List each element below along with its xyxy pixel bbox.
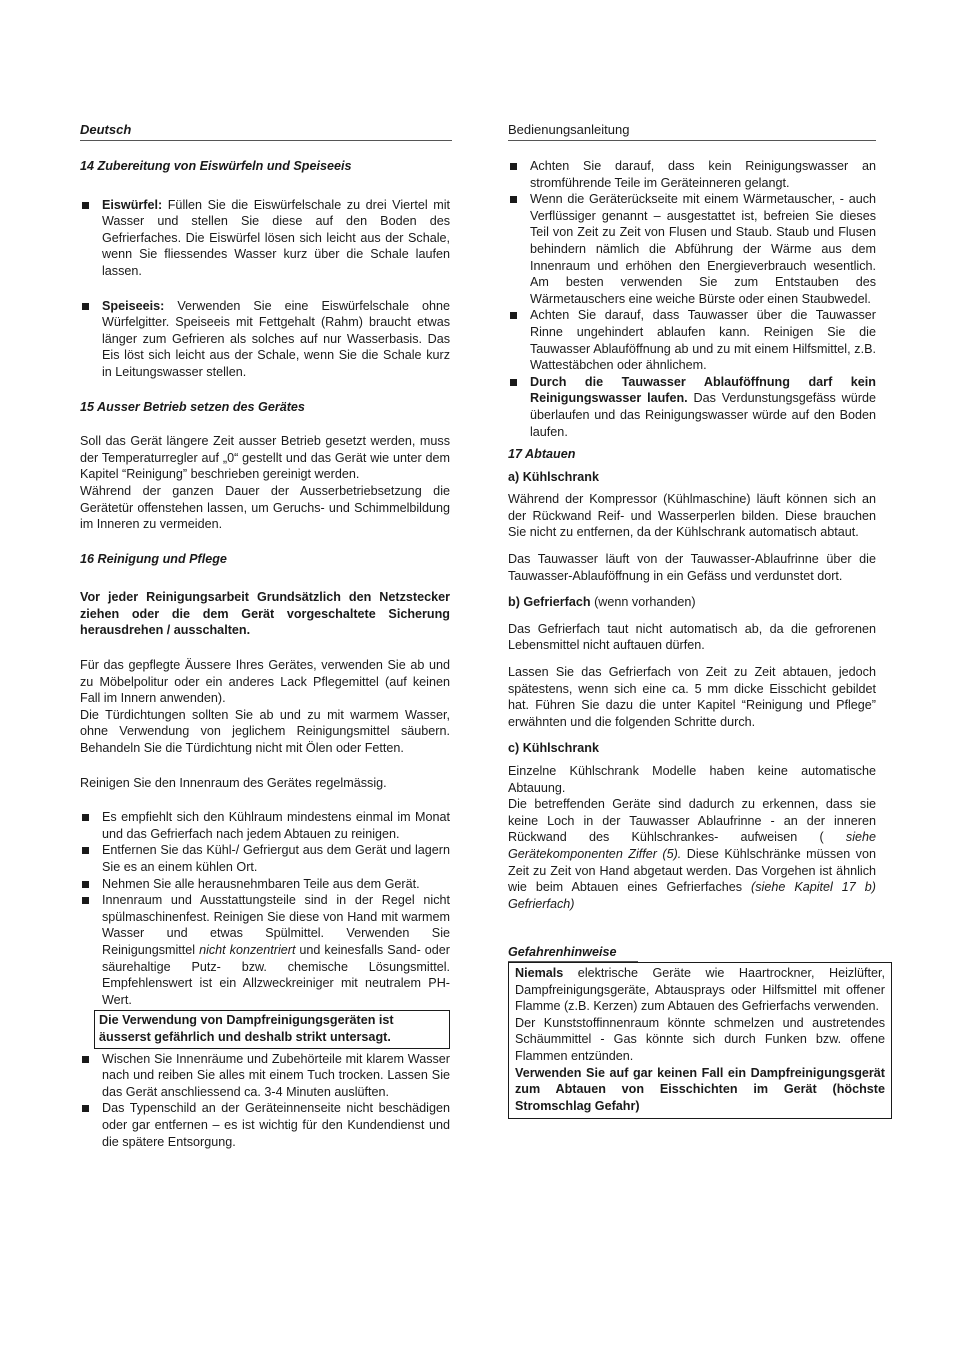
section-16-list: [80, 809, 450, 1008]
li4-text-a: Innenraum und Ausstattungsteile sind in der Regel nicht spülmaschinenfest. Reinigen Sie diese von Hand mit warmem Wasser und etwas Spülmittel. Verwenden Sie Reinigungsmittel: [102, 893, 450, 957]
left-column: [80, 158, 450, 1150]
danger-paragraph-bold: Verwenden Sie auf gar keinen Fall ein Dampfreinigungsgerät zum Abtauen von Eisschichten im Gerät (höchste Stromschlag Gefahr): [515, 1065, 885, 1113]
section-17c-title: c) Kühlschrank: [508, 741, 599, 756]
steam-cleaner-warning-box: Die Verwendung von Dampfreinigungsgeräten ist äusserst gefährlich und deshalb strikt untersagt.: [94, 1010, 450, 1048]
li4-text-c: und keinesfalls Sand- oder säurehaltige Putz- bzw. chemische Lösungsmittel. Empfehlenswert ist ein Allzweckreiniger mit neutralem PH-Wert.: [102, 942, 450, 1007]
section-14-list: [80, 197, 450, 280]
list-item: [80, 892, 450, 1008]
list-item: Wenn die Geräterückseite mit einem Wärmetauscher, - auch Verflüssiger genannt – ausgestattet ist, befreien Sie dieses Teil von Zeit zu Zeit von Flusen und Staub. Staub und Flusen behindern nämlich die Abführung der Wärme aus dem Innenraum und erhöhen den Energieverbrauch wesentlich. Am besten verwenden Sie zum Entstauben des Wärmetauschers eine weiche Bürste oder einen Staubwedel.: [508, 191, 876, 307]
list-item: [80, 298, 450, 381]
section-17a-paragraph: Das Tauwasser läuft von der Tauwasser-Ablaufrinne über die Tauwasser-Ablauföffnung in ein Gefäss und verdunstet dort.: [508, 552, 876, 583]
danger-never: Niemals: [515, 965, 564, 980]
header-manual-title: Bedienungsanleitung: [508, 122, 876, 141]
section-17b-title-line: [508, 594, 876, 611]
drain-warning-text: Das Verdunstungsgefäss würde überlaufen und das Reinigungswasser würde auf den Boden laufen.: [530, 391, 876, 439]
speiseeis-label: Speiseeis:: [102, 298, 165, 313]
list-item: Entfernen Sie das Kühl-/ Gefriergut aus dem Gerät und lagern Sie es an einem kühlen Ort.: [80, 842, 450, 875]
right-column: [508, 158, 885, 1119]
section-17-title: 17 Abtauen: [508, 447, 576, 462]
list-item: Das Typenschild an der Geräteinnenseite nicht beschädigen oder gar entfernen – es ist wichtig für den Kundendienst und die spätere Entsorgung.: [80, 1100, 450, 1150]
c-p2-text-italic-2: (siehe Kapitel 17 b) Gefrierfach): [508, 880, 876, 911]
c-p2-text-a: Die betreffenden Geräte sind dadurch zu erkennen, dass sie keine Loch in der Tauwasser Ablaufrinne - an der inneren Rückwand des Kühlschrankes- aufweisen (: [508, 797, 876, 845]
section-15-title: 15 Ausser Betrieb setzen des Gerätes: [80, 399, 305, 414]
section-14-title: 14 Zubereitung von Eiswürfeln und Speiseeis: [80, 159, 352, 173]
section-16-paragraph: Die Türdichtungen sollten Sie ab und zu mit warmem Wasser, ohne Verwendung von jeglichem Reinigungsmittel säubern. Behandeln Sie die Türdichtung nicht mit Ölen oder Fetten.: [80, 707, 450, 756]
section-15-paragraph: Soll das Gerät längere Zeit ausser Betrieb gesetzt werden, muss der Temperaturregler auf „0“ gestellt und das Gerät wie unter dem Kapitel “Reinigung” beschrieben gereinigt werden.: [80, 434, 450, 482]
section-17b-title: b) Gefrierfach: [508, 595, 591, 610]
section-17a-title: a) Kühlschrank: [508, 469, 599, 484]
section-17b-paragraph: Das Gefrierfach taut nicht automatisch ab, da die gefrorenen Lebensmittel nicht auftauen dürfen.: [508, 621, 876, 653]
section-16-list-2: [80, 1051, 450, 1151]
list-item: Nehmen Sie alle herausnehmbaren Teile aus dem Gerät.: [80, 876, 450, 893]
section-17b-title-suffix: (wenn vorhanden): [590, 595, 696, 610]
danger-notes-box: [508, 962, 892, 1119]
danger-paragraph: [515, 965, 885, 1015]
eiswuerfel-label: Eiswürfel:: [102, 197, 163, 212]
speiseeis-text: Verwenden Sie eine Eiswürfelschale ohne Würfelgitter. Speiseeis mit Fettgehalt (Rahm) braucht etwas länger zum Gefrieren als solches auf nur Wasserbasis. Das Eis löst sich leicht aus der Schale, wenn Sie die Schale kurz in Leitungswasser stellen.: [102, 298, 450, 379]
section-16-warning: Vor jeder Reinigungsarbeit Grundsätzlich den Netzstecker ziehen oder die dem Gerät vorgeschaltete Sicherung herausdrehen / ausschalten.: [80, 590, 450, 638]
danger-notes-title: Gefahrenhinweise: [508, 944, 638, 962]
section-16-paragraph: Reinigen Sie den Innenraum des Gerätes regelmässig.: [80, 775, 387, 790]
section-17c-paragraph: Einzelne Kühlschrank Modelle haben keine automatische Abtauung.: [508, 764, 876, 795]
section-17a-paragraph: Während der Kompressor (Kühlmaschine) läuft können sich an der Rückwand Reif- und Wasserperlen bilden. Diese brauchen Sie nicht zu entfernen, da der Kühlschrank automatisch abtaut.: [508, 492, 876, 540]
danger-paragraph: Der Kunststoffinnenraum könnte schmelzen und austretendes Schäummittel - Gas könnte sich durch Funken bzw. offene Flammen entzünden.: [515, 1015, 885, 1063]
section-16-title: 16 Reinigung und Pflege: [80, 551, 227, 566]
list-item: Achten Sie darauf, dass kein Reinigungswasser an stromführende Teile im Geräteinneren gelangt.: [508, 158, 876, 191]
cleaning-continued-list: [508, 158, 876, 440]
drain-warning-bold: Durch die Tauwasser Ablauföffnung darf kein Reinigungswasser laufen.: [530, 374, 876, 406]
list-item: [508, 374, 876, 440]
section-17c-paragraph: [508, 796, 876, 912]
section-17b-paragraph: Lassen Sie das Gefrierfach von Zeit zu Zeit abtauen, jedoch spätestens, wenn sich eine ca. 5 mm dicke Eisschicht gebildet hat. Führen Sie dazu die unter Kapitel “Reinigung und Pflege” erwähnten und die folgenden Schritte durch.: [508, 665, 876, 729]
danger-text: elektrische Geräte wie Haartrockner, Heizlüfter, Dampfreinigungsgeräte, Abtausprays oder Hilfsmittel mit offener Flamme (z.B. Kerzen) zum Abtauen des Gefrierfachs verwenden.: [515, 965, 885, 1014]
list-item: Es empfiehlt sich den Kühlraum mindestens einmal im Monat und das Gefrierfach nach jedem Abtauen zu reinigen.: [80, 809, 450, 842]
eiswuerfel-text: Füllen Sie die Eiswürfelschale zu drei Viertel mit Wasser und stellen Sie diese auf den Boden des Gefrierfaches. Die Eiswürfel lösen sich leicht aus der Schale, wenn Sie fliessendes Wasser kurz über die Schale laufen lassen.: [102, 197, 450, 278]
list-item: [80, 197, 450, 280]
header-language: Deutsch: [80, 122, 452, 141]
section-16-paragraph: Für das gepflegte Äussere Ihres Gerätes, verwenden Sie ab und zu Möbelpolitur oder ein anderes Lack Pflegemittel (auf keinen Fall im Innern anwenden).: [80, 658, 450, 706]
c-p2-text-italic-1: siehe Gerätekomponenten Ziffer (5).: [508, 830, 876, 861]
c-p2-text-c: Diese Kühlschränke müssen von Zeit zu Zeit von Hand abgetaut werden. Das Vorgehen ist ähnlich wie beim Abtauen eines Gefrierfaches: [508, 846, 876, 895]
li4-text-italic: nicht konzentriert: [199, 942, 296, 957]
section-14-list-2: [80, 298, 450, 381]
list-item: Wischen Sie Innenräume und Zubehörteile mit klarem Wasser nach und reiben Sie alles mit einem Tuch trocken. Lassen Sie das Gerät anschliessend ca. 3-4 Minuten auslüften.: [80, 1051, 450, 1101]
section-15-paragraph: Während der ganzen Dauer der Ausserbetriebsetzung die Gerätetür offenstehen lassen, um Geruchs- und Schimmelbildung im Inneren zu vermeiden.: [80, 483, 450, 532]
list-item: Achten Sie darauf, dass Tauwasser über die Tauwasser Rinne ungehindert ablaufen kann. Reinigen Sie die Tauwasser Ablauföffnung ab und zu mit einem Hilfsmittel, z.B. Wattestäbchen oder ähnlichem.: [508, 307, 876, 373]
